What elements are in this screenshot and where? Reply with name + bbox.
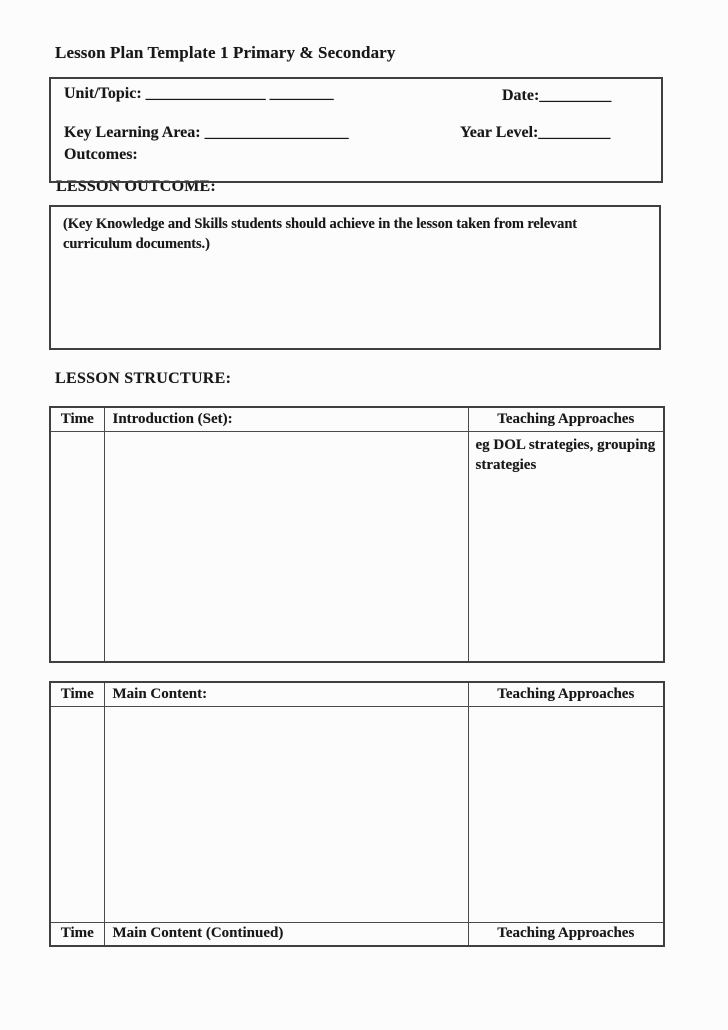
main-teaching-approaches-header: Teaching Approaches [468,682,664,706]
year-level-label: Year Level: [460,124,539,141]
key-learning-area-label: Key Learning Area: [64,124,201,141]
unit-topic-field [64,85,334,103]
lesson-outcome-box [49,205,661,350]
intro-time-cell [50,431,104,662]
main-content-table-body-row [50,706,664,922]
introduction-table-body-row [50,431,664,662]
key-learning-area-field [64,124,349,142]
date-blank-line: _________ [539,87,612,104]
main-content-continued-header: Main Content (Continued) [104,922,468,946]
main-content-continued-header-row [50,922,664,946]
lesson-structure-heading: LESSON STRUCTURE: [55,370,232,387]
main-time-cell [50,706,104,922]
date-label: Date: [502,87,540,104]
continued-time-header: Time [50,922,104,946]
page-title: Lesson Plan Template 1 Primary & Secondary [55,43,396,62]
intro-teaching-approaches-note: eg DOL strategies, grouping strategies [468,431,664,662]
intro-teaching-approaches-header: Teaching Approaches [468,407,664,431]
intro-content-cell [104,431,468,662]
outcomes-label: Outcomes: [64,146,138,163]
introduction-table-header-row [50,407,664,431]
intro-time-header: Time [50,407,104,431]
header-info-box [49,77,663,183]
date-field [502,87,611,105]
main-teaching-approaches-cell [468,706,664,922]
lesson-outcome-heading: LESSON OUTCOME: [56,178,216,195]
main-time-header: Time [50,682,104,706]
key-learning-area-blank-line: __________________ [204,124,349,141]
year-level-field [460,124,610,142]
continued-teaching-approaches-header: Teaching Approaches [468,922,664,946]
main-content-table-header-row [50,682,664,706]
lesson-outcome-description: (Key Knowledge and Skills students should achieve in the lesson taken from relevant curriculum documents.) [63,216,578,252]
intro-set-header: Introduction (Set): [104,407,468,431]
introduction-table [49,406,665,663]
unit-topic-blank-line: _______________ ________ [145,85,334,102]
main-content-header: Main Content: [104,682,468,706]
main-content-table [49,681,665,947]
year-level-blank-line: _________ [538,124,611,141]
main-content-cell [104,706,468,922]
unit-topic-label: Unit/Topic: [64,85,142,102]
